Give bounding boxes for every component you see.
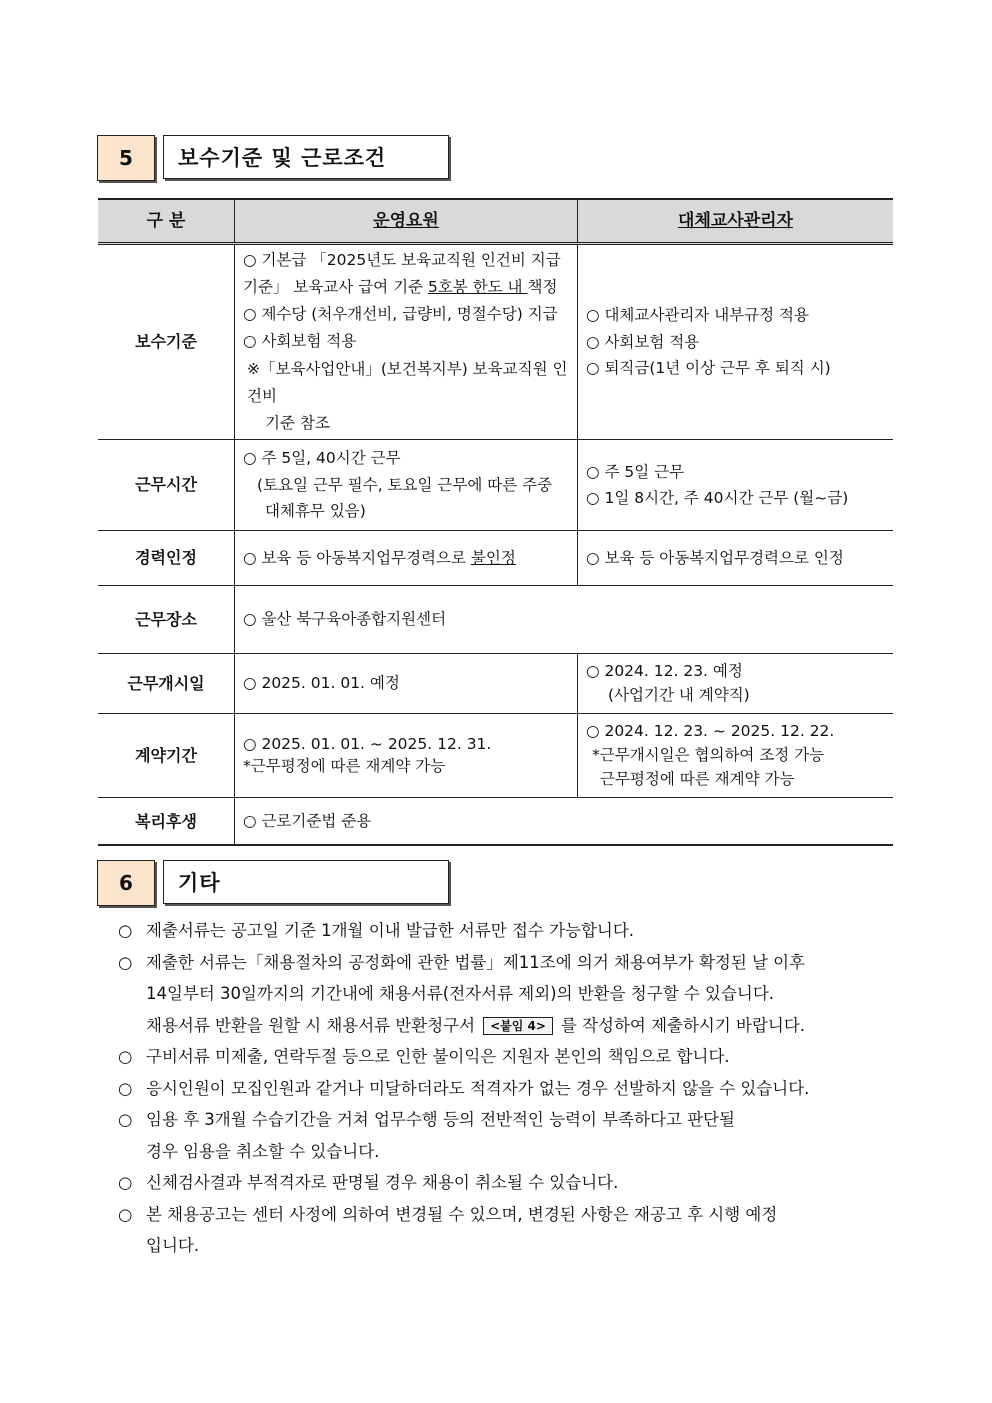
attachment-tag: <붙임 4>	[483, 1017, 553, 1035]
circle-bullet-icon: ○	[118, 1110, 133, 1129]
cell-sub-manager: ○ 보육 등 아동복지업무경력으로 인정	[578, 530, 894, 585]
header-category: 구 분	[98, 199, 235, 244]
header-sub-manager: 대체교사관리자	[578, 199, 894, 244]
circle-bullet-icon: ○	[118, 1078, 133, 1098]
table-row	[98, 797, 893, 845]
table-row	[98, 585, 893, 653]
list-item: ○ 응시인원이 모집인원과 같거나 미달하더라도 적격자가 없는 경우 선발하지 않을 수 있습니다.	[118, 1073, 908, 1105]
list-item: ○ 구비서류 미제출, 연락두절 등으로 인한 불이익은 지원자 본인의 책임으로 합니다.	[118, 1041, 908, 1073]
cell-value: ○ 근로기준법 준용	[235, 797, 894, 845]
circle-bullet-icon: ○	[118, 921, 133, 940]
list-item: ○ 제출서류는 공고일 기준 1개월 이내 발급한 서류만 접수 가능합니다.	[118, 915, 908, 947]
row-label: 근무장소	[98, 585, 235, 653]
row-label: 복리후생	[98, 797, 235, 845]
list-item: ○ 제출한 서류는「채용절차의 공정화에 관한 법률」제11조에 의거 채용여부가 확정된 날 이후 14일부터 30일까지의 기간내에 채용서류(전자서류 제외)의 반환을 청구할 수 있습니다. 채용서류 반환을 원할 시 채용서류 반환청구서 <붙임 4> 를 작성하여 제출하시기 바랍니다.	[118, 947, 908, 1042]
circle-bullet-icon: ○	[118, 1173, 133, 1192]
row-label: 근무시간	[98, 439, 235, 530]
table-row	[98, 439, 893, 530]
table-row	[98, 244, 893, 440]
cell-sub-manager: ○ 2024. 12. 23. 예정 (사업기간 내 계약직)	[578, 653, 894, 713]
pay-conditions-table	[98, 198, 893, 846]
section-title: 보수기준 및 근로조건	[163, 135, 449, 179]
cell-operator: ○ 기본급 「2025년도 보육교직원 인건비 지급 기준」 보육교사 급여 기준 5호봉 한도 내 책정 ○ 제수당 (처우개선비, 급량비, 명절수당) 지급 ○ 사회보험 적용 ※「보육사업안내」(보건복지부) 보육교직원 인건비 기준 참조	[235, 244, 578, 440]
cell-value: ○ 울산 북구육아종합지원센터	[235, 585, 894, 653]
list-item: ○ 임용 후 3개월 수습기간을 거쳐 업무수행 등의 전반적인 능력이 부족하다고 판단될 경우 임용을 취소할 수 있습니다.	[118, 1104, 908, 1167]
section-number: 5	[97, 135, 155, 181]
table-row	[98, 713, 893, 797]
table-header-row	[98, 199, 893, 244]
list-item: ○ 신체검사결과 부적격자로 판명될 경우 채용이 취소될 수 있습니다.	[118, 1167, 908, 1199]
section-number: 6	[97, 860, 155, 906]
cell-operator: ○ 2025. 01. 01. 예정	[235, 653, 578, 713]
cell-sub-manager: ○ 2024. 12. 23. ~ 2025. 12. 22. *근무개시일은 협의하여 조정 가능 근무평정에 따른 재계약 가능	[578, 713, 894, 797]
circle-bullet-icon: ○	[118, 1047, 133, 1066]
cell-sub-manager: ○ 주 5일 근무 ○ 1일 8시간, 주 40시간 근무 (월~금)	[578, 439, 894, 530]
row-label: 근무개시일	[98, 653, 235, 713]
circle-bullet-icon: ○	[118, 1204, 133, 1224]
circle-bullet-icon: ○	[118, 952, 133, 972]
header-operator: 운영요원	[235, 199, 578, 244]
cell-operator: ○ 2025. 01. 01. ~ 2025. 12. 31. *근무평정에 따른 재계약 가능	[235, 713, 578, 797]
row-label: 경력인정	[98, 530, 235, 585]
table-row	[98, 530, 893, 585]
row-label: 보수기준	[98, 244, 235, 440]
list-item: ○ 본 채용공고는 센터 사정에 의하여 변경될 수 있으며, 변경된 사항은 재공고 후 시행 예정 입니다.	[118, 1199, 908, 1262]
notes-list	[118, 915, 908, 1262]
section-title: 기타	[163, 860, 449, 904]
row-label: 계약기간	[98, 713, 235, 797]
cell-operator: ○ 주 5일, 40시간 근무 (토요일 근무 필수, 토요일 근무에 따른 주중 대체휴무 있음)	[235, 439, 578, 530]
cell-sub-manager: ○ 대체교사관리자 내부규정 적용 ○ 사회보험 적용 ○ 퇴직금(1년 이상 근무 후 퇴직 시)	[578, 244, 894, 440]
table-row	[98, 653, 893, 713]
cell-operator: ○ 보육 등 아동복지업무경력으로 불인정	[235, 530, 578, 585]
